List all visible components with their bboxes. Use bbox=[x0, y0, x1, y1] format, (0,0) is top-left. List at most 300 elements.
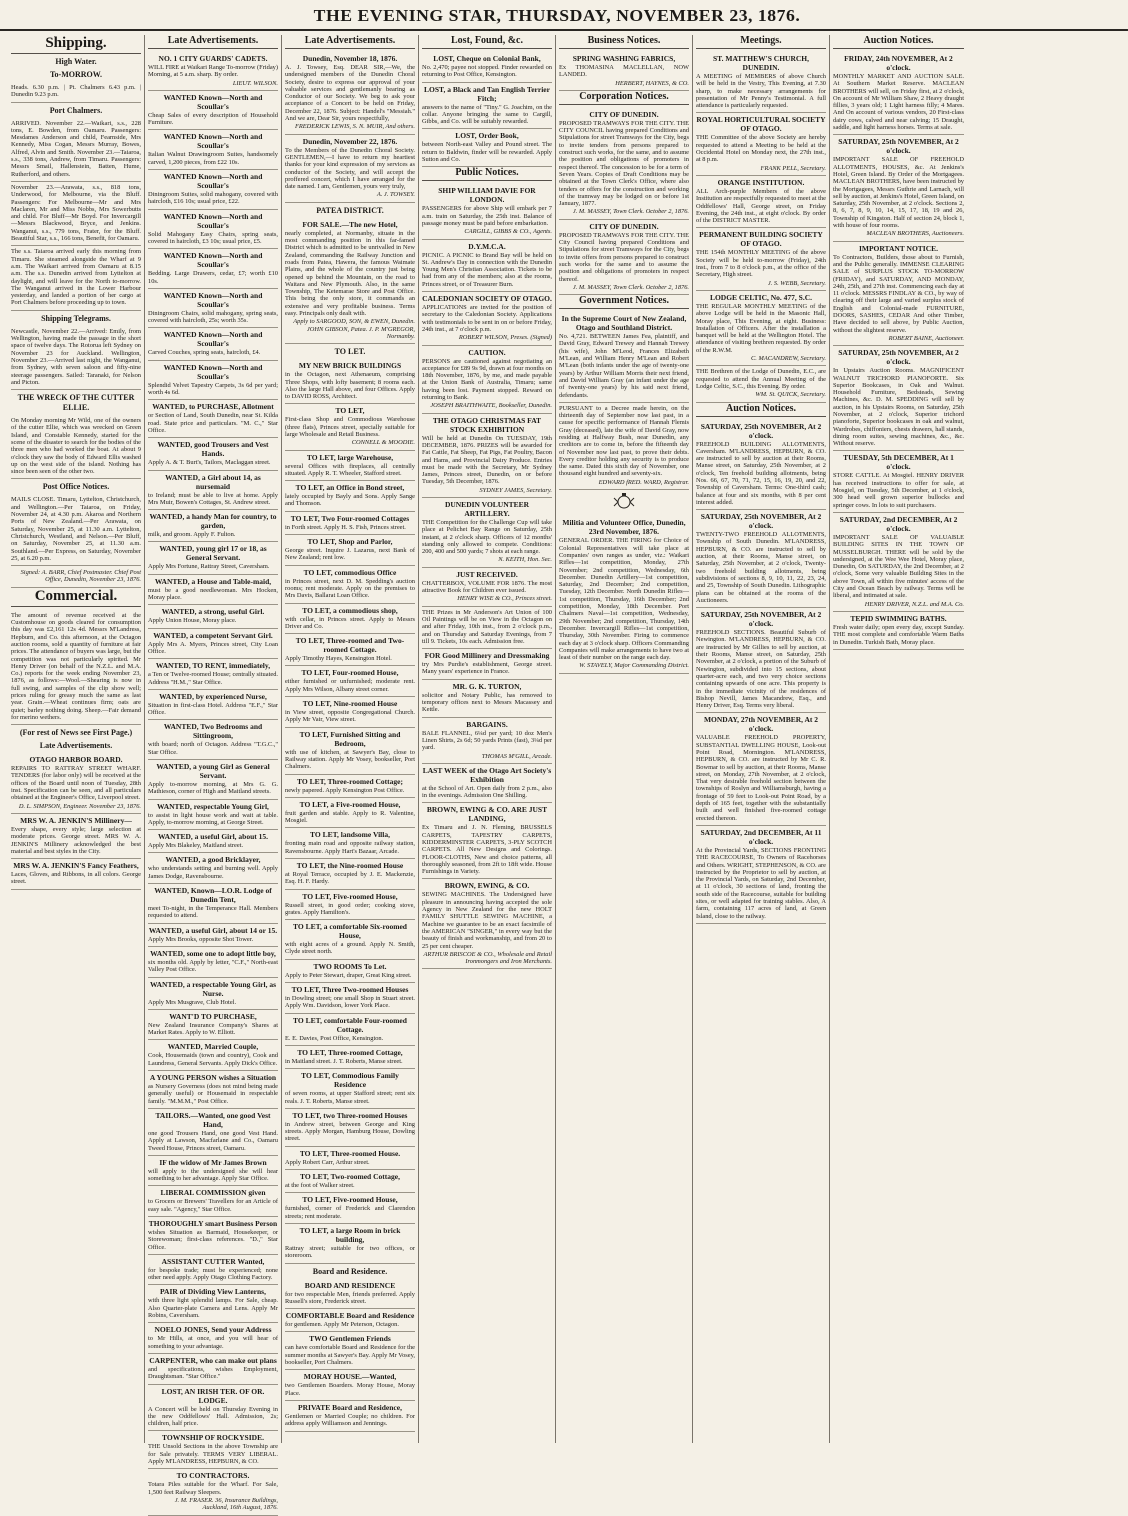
ad-body: with eight acres of a ground. Apply N. Smith, Clyde street north. bbox=[285, 941, 415, 956]
ad-body: E. E. Davies, Post Office, Kensington. bbox=[285, 1034, 384, 1042]
ad-body: with three light splendid lamps. For Sale, cheap. Also Quarter-plate Camera and Lens. Apply Mr Robins, Caversham. bbox=[148, 1297, 278, 1320]
ad-title: WANTED, a young Girl as General Servant. bbox=[156, 761, 270, 780]
advertisement bbox=[285, 697, 415, 728]
ad-body: Apply Mrs Fortune, Rattray Street, Caversham. bbox=[148, 563, 270, 571]
advertisement bbox=[559, 403, 689, 490]
advertisement bbox=[422, 879, 552, 969]
advertisement bbox=[148, 978, 278, 1010]
advertisement bbox=[148, 249, 278, 289]
ad-body: or Section of Land, South Dunedin, near St. Kilda road. State price and particulars. "M. C.," Star Office. bbox=[148, 412, 278, 434]
ad-body: of seven rooms, at upper Stafford street; rent six reals. J. T. Roberts, Manse street. bbox=[285, 1090, 415, 1105]
ad-title: WANT'D TO PURCHASE, bbox=[169, 1011, 257, 1021]
ad-title: WANTED Known—North and Scoullar's bbox=[163, 172, 263, 191]
advertisement bbox=[422, 649, 552, 680]
ad-title: THOROUGHLY smart Business Person bbox=[148, 1219, 278, 1228]
ad-body: Will be held at Dunedin On TUESDAY, 19th DECEMBER, 1876. PRIZES will be awarded for Fat Cattle, Fat Sheep, Fat Pigs, Fat Poultry, Bacon and Hams, and Provincial Dairy Produce. Entries must be made with the Secretary, Mr Sydney James, Princes street, Dunedin, on or before Tuesday, 5th December, 1876. bbox=[422, 434, 552, 486]
advertisement bbox=[11, 566, 141, 588]
advertisement bbox=[285, 481, 415, 512]
ad-body: Russell street, in good order; cooking stove, grates. Apply Hamilton's. bbox=[285, 901, 415, 916]
subheading: (For rest of News see First Page.) bbox=[19, 728, 133, 738]
ad-signature: SYDNEY JAMES, Secretary. bbox=[479, 486, 552, 494]
advertisement bbox=[148, 760, 278, 800]
ad-body: to Ireland; must be able to live at home. Apply Mrs Muir, Bowen's Cottages, St. Andrew street. bbox=[148, 491, 278, 506]
ad-signature: C. MACANDREW, Secretary. bbox=[751, 355, 826, 363]
ad-body: Apply to-morrow morning, at Mrs G. G. Mathieson, corner of High and Maitland streets. bbox=[148, 780, 278, 796]
ad-title: Militia and Volunteer Office, Dunedin, 23rd November, 1876. bbox=[562, 518, 686, 537]
ad-title: SATURDAY, 2nd DECEMBER, At 11 o'clock. bbox=[700, 827, 822, 846]
ad-body: ALL Arch-purple Members of the above Institution are respectfully requested to meet at the Oddfellows' Hall, George street, on Friday Evening, the 24th inst., at eight o'clock. By order of the DISTRICT MASTER. bbox=[696, 187, 826, 225]
ad-title: TO LET, a Five-roomed House, bbox=[299, 799, 401, 809]
ad-title: BARGAINS. bbox=[466, 719, 508, 729]
ad-body: ARRIVED. November 22.—Waikari, s.s., 228 tons, E. Bowden, from Oamaru. Passengers: Mesdames Anderson and child, Fearnside, Mrs Kennedy, Miss Cogan, Messrs Murray, Bowes, Alfred, Alvin and Smith. November 23.—Taiaroa, s.s., 338 tons, Andrew, from Timaru. Passengers: Messrs Smail, Hallenstein, Batten, Hume, Rutherford, and others. bbox=[11, 119, 141, 178]
ad-body: Italian Walnut Drawingroom Suites, handsomely carved, 1,200 pieces, from £22 10s. bbox=[148, 151, 278, 166]
ad-title: SATURDAY, 25th NOVEMBER, At 2 o'clock. bbox=[838, 348, 959, 367]
ad-body: THE Competition for the Challenge Cup will take place at Pelichet Bay Range on Saturday, 25th instant, at 2 o'clock sharp. Officers of 12 months' standing only allowed to compete. Conditions: 200, 400 and 500 yards; 7 shots at each range. bbox=[422, 518, 552, 556]
advertisement bbox=[285, 1193, 415, 1224]
advertisement bbox=[422, 129, 552, 167]
ad-title: WANTED, TO RENT, immediately, bbox=[155, 661, 271, 671]
advertisement bbox=[833, 135, 964, 241]
ad-body: PERSONS are cautioned against negotiating an acceptance for £89 9s 9d, drawn at four months on 18th November, 1876, by me, and made payable at the Union Bank of Australia, Timaru; same having been lost. Payment stopped. Reward on returning to Bank. bbox=[422, 357, 552, 402]
advertisement bbox=[285, 1224, 415, 1264]
advertisement bbox=[422, 498, 552, 568]
advertisement bbox=[285, 535, 415, 566]
ad-signature: FRANK PELL, Secretary. bbox=[760, 164, 826, 172]
ad-body: at Royal Terrace, occupied by J. E. Mackenzie, Esq. H. F. Hardy. bbox=[285, 871, 415, 886]
ad-title: LAST WEEK of the Otago Art Society's Exhibition bbox=[422, 765, 552, 784]
ad-signature: FREDERICK LEWIS, S. N. MUIR, And others. bbox=[294, 123, 415, 131]
ad-title: TO LET, Four-roomed House, bbox=[301, 668, 399, 678]
ad-body: with use of kitchen, at Sawyer's Bay, close to Railway station. Apply Mr Vosey, bookseller, Port Chalmers. bbox=[285, 748, 415, 771]
ad-signature: Signed: A. BARR, Chief Postmaster. Chief Post Office, Dunedin, November 23, 1876. bbox=[20, 569, 141, 584]
ad-title: TWO ROOMS To Let. bbox=[313, 961, 387, 971]
advertisement bbox=[148, 884, 278, 924]
advertisement bbox=[148, 471, 278, 511]
advertisement bbox=[148, 1010, 278, 1041]
ad-title: TO LET, Five-roomed House, bbox=[302, 1195, 398, 1205]
advertisement bbox=[285, 604, 415, 635]
ad-body: GENERAL ORDER. THE FIRING for Choice of Colonial Representatives will take place at Companies' own ranges as under, viz.: Waikari Rifles—1st competition, Monday, 27th November; 2nd competition, Wednesday, 6th December. Dunedin Artillery—1st competition, Saturday, 2nd December; 2nd competition, Tuesday, 12th December. North Dunedin Rifles—1st competition, Thursday, 16th December; 2nd competition, Monday, 18th December. Port Chalmers Naval—1st competition, Wednesday, 29th November; 2nd competition, Thursday, 14th December. Invercargill Rifles—1st competition, Thursday, 30th November. Firing to commence each day at 3 o'clock sharp. Officers Commanding Companies will make arrangements to have two at least of their number on the range each day. bbox=[559, 537, 689, 662]
advertisement bbox=[148, 1109, 278, 1156]
section-heading: Late Advertisements. bbox=[148, 35, 278, 49]
advertisement bbox=[285, 1109, 415, 1147]
ad-body: Every shape, every style; large selection at moderate prices. George street. MRS W. A. JENKIN'S Millinery acknowledged the best material and best styles in the City. bbox=[11, 825, 141, 855]
advertisement bbox=[422, 568, 552, 607]
ad-title: TO LET, two Three-roomed Houses bbox=[292, 1110, 408, 1120]
advertisement bbox=[285, 52, 415, 135]
ad-title: SATURDAY, 25th NOVEMBER, At 2 o'clock. bbox=[700, 421, 822, 440]
ad-body: SEWING MACHINES. The Undersigned have pleasure in announcing having accepted the sole Agency in New Zealand for the new HOLT FAMILY SHUTTLE SEWING MACHINE, a Machine we guarantee to be an exact facsimile of the AMERICAN "SINGER," in every way but the beauty of finish and workmanship, and from 20 to 25 per cent cheaper. bbox=[422, 891, 552, 950]
ad-title: WANTED, a respectable Young Girl, as Nurse. bbox=[149, 979, 277, 998]
subheading: Board and Residence. bbox=[312, 1266, 388, 1276]
advertisement bbox=[11, 246, 141, 310]
advertisement bbox=[11, 610, 141, 725]
advertisement bbox=[285, 960, 415, 983]
advertisement bbox=[148, 130, 278, 170]
advertisement bbox=[285, 1014, 415, 1046]
ad-title: D.Y.M.C.A. bbox=[468, 241, 506, 251]
ad-body: THE Unsold Sections in the above Township are for Sale privately. TERMS VERY LIBERAL. Apply M'LANDRESS, HEPBURN, & CO. bbox=[148, 1443, 278, 1466]
ad-title: IF the widow of Mr James Brown bbox=[159, 1157, 267, 1167]
ad-title: CAUTION. bbox=[468, 347, 506, 357]
ad-body: must be a good needlewoman. Mrs Hocken, Moray place. bbox=[148, 586, 278, 602]
advertisement bbox=[285, 920, 415, 960]
ad-body: for two respectable Men, friends preferred. Apply Russell's store, Frederick street. bbox=[285, 1290, 415, 1305]
ad-body: Apply to Peter Stewart, draper, Great King street. bbox=[285, 971, 412, 979]
ad-signature: A. J. TOWSEY. bbox=[376, 191, 415, 199]
ad-signature: J. M. MASSEY, Town Clerk. October 2, 1876. bbox=[572, 283, 689, 291]
advertisement bbox=[696, 113, 826, 175]
advertisement bbox=[148, 91, 278, 131]
ad-title: WANTED, a handy Man for country, to garden, bbox=[149, 512, 277, 531]
advertisement bbox=[11, 859, 141, 890]
advertisement bbox=[285, 798, 415, 829]
ad-body: PROPOSED TRAMWAYS FOR THE CITY. THE City Council having prepared Conditions and Stipulations for street Tramways for the City, begs to invite offers from persons prepared to construct such works for the same and to assume the position and obligations of promoters in respect thereof. bbox=[559, 231, 689, 283]
advertisement bbox=[11, 415, 141, 479]
ad-body: Ex Timaru and J. N. Fleming, BRUSSELS CARPETS, TAPESTRY CARPETS, KIDDERMINSTER CARPETS, 3-PLY SCOTCH CARPETS. All New Designs and Colorings. FLOOR-CLOTHS, New and choice patterns, all thoroughly seasoned, from 2ft to 18ft wide. House Furnishings in Variety. bbox=[422, 824, 552, 876]
ad-title: TO LET, Nine-roomed House bbox=[302, 699, 398, 709]
advertisement bbox=[148, 170, 278, 210]
ad-body: PURSUANT to a Decree made herein, on the thirteenth day of September now last past, in a cause for specific performance of Hannah Flemis Gray (deceased), late the wife of David Gray, now residing at Halfway Bush, near Dunedin, any creditors are to come in, before the fifteenth day of November now last past, to prove their debts. Every creditor holding any security is to produce the same. Dated this sixth day of November, one thousand eight hundred and seventy-six. bbox=[559, 404, 689, 478]
ad-title: MR. G. K. TURTON, bbox=[452, 681, 522, 691]
advertisement bbox=[148, 210, 278, 250]
ad-body: PASSENGERS for above Ship will embark per 7 a.m. train on Saturday, the 25th inst. Balance of passage money must be paid before embarkation. bbox=[422, 205, 552, 227]
ad-body: Apply Union House, Moray place. bbox=[148, 617, 237, 625]
ad-title: BROWN, EWING & CO. ARE JUST LANDING, bbox=[426, 805, 548, 824]
ad-title: IMPORTANT NOTICE. bbox=[858, 243, 939, 253]
advertisement bbox=[696, 608, 826, 713]
ad-body: Apply A. & T. Burt's, Tailors, Maclaggan street. bbox=[148, 459, 271, 467]
ad-signature: HENRY DRIVER, N.Z.L. and M.A. Co. bbox=[864, 600, 964, 608]
ad-body: wishes Situation as Barmaid, Housekeeper, or Storewoman; first-class references. "D.," Star Office. bbox=[148, 1229, 278, 1251]
ad-title: DUNEDIN VOLUNTEER ARTILLERY. bbox=[444, 499, 530, 518]
ad-signature: HENRY WISE & CO., Princes street. bbox=[457, 595, 552, 603]
ad-body: PROPOSED TRAMWAYS FOR THE CITY. THE CITY COUNCIL having prepared Conditions and Stipulations for street Tramways for the City, begs to invite tenders from persons prepared to construct such works, for the same, and to assume the position and obligations of promoters in respect thereof. The concession to be for a term of Seven Years. Copies of Draft Conditions may be obtained at the Town Clerk's Office, where also tenders or offers for the construction and working of the tramway may be lodged on or before 1st January, 1877. bbox=[559, 119, 689, 208]
advertisement bbox=[285, 1147, 415, 1170]
ad-title: WANTED, a Girl about 14, as nursemaid bbox=[165, 472, 261, 491]
advertisement bbox=[148, 720, 278, 760]
ad-signature: ROBERT WILSON, Preses. (Signed) bbox=[458, 334, 552, 342]
ad-body: BALE FLANNEL, 6¼d per yard; 10 doz Men's Linen Shirts, 2s 6d; 50 yards Prints (fast), 3¼d per yard. bbox=[422, 729, 552, 752]
section-heading: Lost, Found, &c. bbox=[422, 35, 552, 49]
ad-body: To Contractors, Builders, those about to Furnish, and the Public generally. IMMENSE CLEARING SALE of SURPLUS STOCK TO-MORROW (FRIDAY), and SATURDAY, AND MONDAY, 24th, 25th, and 27th inst. Commencing each day at 11 o'clock. MESSRS FINDLAY & CO., by way of clearing off their large and varied surplus stock of English and Colonial-made FURNITURE, DOORS, SASHES, CEDAR And other Timber, Have decided to sell above, by Public Auction, without the slightest reserve. bbox=[833, 253, 964, 334]
advertisement bbox=[422, 292, 552, 345]
ad-title: ASSISTANT CUTTER Wanted, bbox=[161, 1256, 265, 1266]
masthead: THE EVENING STAR, THURSDAY, NOVEMBER 23, 1876. bbox=[0, 6, 1128, 31]
advertisement bbox=[11, 118, 141, 182]
advertisement bbox=[148, 924, 278, 947]
ad-signature: JOSEPH BRAITHWAITE, Bookseller, Dunedin. bbox=[430, 402, 552, 410]
subheading: Port Chalmers. bbox=[49, 105, 103, 115]
column-5 bbox=[556, 35, 693, 1443]
ad-title: WANTED, respectable Young Girl, bbox=[157, 801, 269, 811]
subheading: Shipping Telegrams. bbox=[41, 313, 111, 323]
ad-title: TO LET, Shop and Parlor, bbox=[307, 537, 393, 547]
ad-body: Cheap Sales of every description of Household Furniture. bbox=[148, 111, 278, 127]
advertisement bbox=[148, 328, 278, 360]
ad-body: and specifications, wishes Employment, Draughtsman. "Star Office." bbox=[148, 1365, 278, 1381]
ad-title: BROWN, EWING, & CO. bbox=[444, 881, 530, 891]
ad-title: SHIP WILLIAM DAVIE FOR LONDON. bbox=[438, 186, 536, 205]
advertisement bbox=[148, 1040, 278, 1071]
advertisement bbox=[285, 890, 415, 921]
section-heading: Commercial. bbox=[11, 588, 141, 607]
ad-signature: LIEUT. WILSON. bbox=[232, 79, 278, 87]
ad-body: IMPORTANT SALE OF FREEHOLD ALLOTMENTS, HOUSES, &c. At Jenkins's Hotel, Green Island. By Order of the Mortgagees. MACLEAN BROTHERS, have been instructed by the Mortgagees, Messrs Guthrie and Larnach, will sell by auction, at Jenkins's Hotel, Green Island, on Saturday, 25th November, at 2 o'clock. Sections 2, 8, 6, 7, 8, 9, 10, 14, 15, 17, 18, 19 and 26, Township of Kingston. Half of section 24, block 1, with house of four rooms. bbox=[833, 156, 964, 230]
ad-body: A MEETING of MEMBERS of above Church will be held in the Vestry, This Evening, at 7.30 sharp, to make necessary arrangements for presentation of Mr Penny's Testimonial. A full attendance is particularly requested. bbox=[696, 73, 826, 110]
ad-body: Rattray street; suitable for two offices, or storeroom. bbox=[285, 1244, 415, 1260]
advertisement bbox=[148, 575, 278, 606]
ad-signature: Apply to SARGOOD, SON, & EWEN, Dunedin. JOHN GIBSON, Patea. J. P. M'GREGOR, Normanby. bbox=[293, 318, 415, 340]
advertisement bbox=[11, 753, 141, 814]
ad-title: LIBERAL COMMISSION given bbox=[160, 1188, 266, 1198]
ad-title: CITY OF DUNEDIN. bbox=[589, 109, 659, 119]
ad-body: Solid Mahogany Easy Chairs, spring seats, covered in haircloth, £3 10s; usual price, £5. bbox=[148, 230, 278, 245]
ad-body: Bedding. Large Drawers, cedar, £7; worth £10 10s. bbox=[148, 270, 278, 285]
ad-body: in the Octagon, next Athenaeum, comprising Three Shops, with lofty basement; 8 rooms each. Also the large Hall above, and four Offices. Apply to DAVID ROSS, Architect. bbox=[285, 371, 415, 401]
ad-body: Ex THOMASINA MACLELLAN, NOW LANDED. bbox=[559, 64, 689, 79]
ad-body: November 23.—Arawata, s.s., 818 tons, Underwood, for Melbourne, via the Bluff. Passengers: For Melbourne—Mr and Mrs Maclaren, Mr and Miss Nobbs, Mrs Sowerbutts and child. For Bluff—Mr Boyd. For Invercargill—Messrs Blackwood, Bryce, and Jenkins. Wanganui, s.s., 779 tons, Frater, for the Bluff. Beautiful Star, s.s., 166 tons, Benefit, for Oamaru. bbox=[11, 183, 141, 243]
advertisement bbox=[696, 228, 826, 290]
ad-body: fronting main road and opposite railway station, Ravensbourne. Apply Hart's Bazaar, Arcade. bbox=[285, 840, 415, 855]
advertisement bbox=[285, 1370, 415, 1401]
ad-body: Heads. 6.30 p.m. | Pt. Chalmers 6.43 p.m. | Dunedin 9.23 p.m. bbox=[11, 84, 141, 99]
ad-title: ORANGE INSTITUTION. bbox=[717, 177, 805, 187]
ad-body: lately occupied by Bayly and Sons. Apply Sange and Thomson. bbox=[285, 493, 415, 508]
advertisement bbox=[148, 1285, 278, 1323]
advertisement bbox=[148, 800, 278, 831]
ad-body: THE 154th MONTHLY MEETING of the above Society will be held to-morrow (Friday), 24th inst., from 7 to 8 o'clock p.m., at the office of the Secretary, High street. bbox=[696, 249, 826, 279]
ad-title: TO LET, an Office in Bond street, bbox=[295, 483, 405, 493]
subheading: PATEA DISTRICT. bbox=[316, 205, 384, 215]
ad-body: REPAIRS TO RATTRAY STREET WHARF. TENDERS (for labor only) will be received at the offices of the Board until noon of Tuesday, 28th inst. Specification can be seen, and all particulars obtained at the Engineer's Office, Liverpool street. bbox=[11, 765, 141, 802]
ad-title: NO. 1 CITY GUARDS' CADETS. bbox=[158, 54, 268, 63]
advertisement bbox=[559, 108, 689, 220]
ad-title: SATURDAY, 25th NOVEMBER, At 2 o'clock. bbox=[838, 137, 959, 156]
ad-body: for bespoke trade; must be experienced; none other need apply. Apply Otago Clothing Factory. bbox=[148, 1266, 278, 1282]
advertisement bbox=[148, 361, 278, 401]
advertisement bbox=[285, 859, 415, 890]
ad-body: can have comfortable Board and Residence for the summer months at Sawyer's Bay. Apply Mr Vosey, bookseller, Port Chalmers. bbox=[285, 1344, 415, 1367]
ad-title: TO LET, a commodious shop, bbox=[302, 605, 398, 615]
advertisement bbox=[148, 1255, 278, 1286]
section-heading: Auction Notices. bbox=[833, 35, 964, 49]
ad-body: Apply Mrs Blakeley, Maitland street. bbox=[148, 842, 244, 850]
advertisement bbox=[148, 1186, 278, 1217]
advertisement bbox=[422, 83, 552, 130]
ad-title: WANTED, a good Bricklayer, bbox=[165, 855, 261, 865]
ad-title: TOWNSHIP OF ROCKYSIDE. bbox=[162, 1433, 264, 1443]
ad-title: MONDAY, 27th NOVEMBER, At 2 o'clock. bbox=[703, 715, 819, 734]
ad-title: TWO Gentlemen Friends bbox=[309, 1334, 391, 1344]
ad-title: THE OTAGO CHRISTMAS FAT STOCK EXHIBITION bbox=[432, 415, 542, 434]
ad-body: several Offices with fireplaces, all centrally situated. Apply R. T. Wheeler, Stafford street. bbox=[285, 462, 415, 477]
ad-title: ST. MATTHEW'S CHURCH, DUNEDIN. bbox=[713, 54, 809, 72]
ad-title: TO LET, Five-roomed House, bbox=[302, 891, 398, 901]
advertisement bbox=[148, 438, 278, 470]
ad-title: TO LET, commodious Office bbox=[303, 567, 397, 577]
ad-body: Apply Timothy Hayes, Kensington Hotel. bbox=[285, 655, 392, 663]
advertisement bbox=[148, 1323, 278, 1354]
advertisement bbox=[422, 184, 552, 239]
advertisement bbox=[559, 312, 689, 403]
ad-title: WANTED Known—North and Scoullar's bbox=[163, 211, 263, 230]
advertisement bbox=[422, 346, 552, 414]
ad-title: LOST, a Black and Tan English Terrier Fitch; bbox=[424, 84, 550, 103]
ad-body: in Dowling street; one small Shop in Stuart street. Apply Wm. Davidson, lower York Place. bbox=[285, 995, 415, 1010]
column-4 bbox=[419, 35, 556, 1443]
advertisement bbox=[148, 629, 278, 660]
ad-signature: J. M. FRASER. 36, Insurance Buildings, Auckland, 16th August, 1876. bbox=[174, 1496, 278, 1512]
ad-title: WANTED Known—North and Scoullar's bbox=[163, 132, 263, 151]
ad-title: TUESDAY, 5th DECEMBER, At 1 o'clock. bbox=[843, 453, 954, 472]
ad-body: with cellar, in Princes street. Apply to Messrs Driver and Co. bbox=[285, 615, 415, 630]
ad-body: WILL FIRE at Waikari Range To-morrow (Friday) Morning, at 5 a.m. sharp. By order. bbox=[148, 64, 278, 79]
ad-signature: CONNELL & MOODIE. bbox=[351, 439, 415, 447]
ad-title: PERMANENT BUILDING SOCIETY OF OTAGO. bbox=[699, 230, 823, 249]
column-1 bbox=[8, 35, 145, 1443]
ad-title: OTAGO HARBOR BOARD. bbox=[29, 755, 123, 765]
ad-title: JUST RECEIVED. bbox=[456, 569, 518, 579]
advertisement bbox=[285, 775, 415, 798]
ad-body: In Upstairs Auction Rooms. MAGNIFICENT WALNUT TRICHORD PIANOFORTE. Six Superior Bookcases, in Oak and Walnut. Household Furniture, Bedsteads, Sewing Machines, &c. D. M. SPEDDING will sell by auction, in his Upstairs Rooms, on Saturday, 25th November, at 2 o'clock, Superior trichord pianoforte, Superior bookcases in oak and walnut, Wardrobes, chiffoniers, chests drawers, hall stands, dining room suites, sewing machines, &c., &c. Without reserve. bbox=[833, 367, 964, 448]
ad-title: Dunedin, November 18, 1876. bbox=[302, 54, 398, 63]
ad-body: to Grocers or Brewers' Travellers for an Article of easy sale. "Agency," Star Office. bbox=[148, 1198, 278, 1213]
ad-body: MAILS CLOSE. Timaru, Lyttelton, Christchurch, and Wellington.—Per Taiaroa, on Friday, November 24, at 4.30 p.m. Akaroa and Northern Ports of New Zealand.—Per Arawata, on Saturday, November 25, at 11.30 a.m. Lyttelton, Christchurch, Westland, and Nelson.—Per Bluff, on Saturday, November 25, at 11.30 a.m. Southland.—Per Express, on Saturday, November 25, at 6.20 p.m. bbox=[11, 496, 141, 562]
ad-title: WANTED, a competent Servant Girl. bbox=[153, 630, 273, 640]
ad-body: The amount of revenue received at the Customhouse on goods cleared for consumption this day was £2,161 12s 4d. Messrs M'Landress, Hepburn, and Co. this afternoon, at the Octagon auction rooms, sold a quantity of furniture at fair prices. The attendance of buyers was large, but the competition was not particularly spirited. Mr Henry Driver (on behalf of the N.Z.L. and M.A. Co.) reports for the week ending November 23, 1876, as follows:—Wool.—Shearing is now in full swing, and samples of the clip show well; prices ruling for greasy much the same as last year. Grain.—Wheat continues firm; oats are quiet; barley nothing doing. Sheep.—Fair demand for merino wethers. bbox=[11, 611, 141, 721]
ad-title: FOR Good Millinery and Dressmaking bbox=[424, 651, 550, 661]
ad-body: Apply Mrs Musgrave, Club Hotel. bbox=[148, 998, 237, 1006]
ad-title: WANTED Known—North and Scoullar's bbox=[163, 362, 263, 381]
subheading: THE WRECK OF THE CUTTER ELLIE. bbox=[17, 393, 135, 413]
advertisement bbox=[422, 52, 552, 83]
section-heading: Late Advertisements. bbox=[285, 35, 415, 49]
ad-body: Newcastle, November 22.—Arrived: Emily, from Wellington, having made the passage in the short space of twelve days. The Rotorua left Sydney on November 23 for Auckland. Wellington, November 23.—Arrived last night, the Wanganui, from Sydney, with seven saloon and fifty-nine steerage passengers. Sailed: Taranaki, for Nelson and Picton. bbox=[11, 327, 141, 386]
ad-body: Carved Couches, spring seats, haircloth, £4. bbox=[148, 349, 261, 357]
ad-title: SATURDAY, 25th NOVEMBER, At 2 o'clock. bbox=[700, 512, 822, 531]
ad-body: THE Brethren of the Lodge of Dunedin, E.C., are requested to attend the Annual Meeting of the Lodge Celtic, S.C., this Evening. By order. bbox=[696, 368, 826, 390]
ad-body: Cook, Housemaids (town and country), Cook and Laundress, General Servants. Apply Dick's Office. bbox=[148, 1052, 278, 1067]
advertisement bbox=[285, 728, 415, 775]
ad-body: The s.s. Taiaroa arrived early this morning from Timaru. She steamed alongside the Wharf at 9 a.m. The Waikari arrived from Oamaru at 8.15 a.m. The s.s. Dunedin arrived from Lyttelton at daylight, and will leave for the North to-morrow. The Wanganui arrived in the Lower Harbour yesterday, and landed a portion of her cargo at Port Chalmers before proceeding up to town. bbox=[11, 248, 141, 307]
ad-body: New Zealand Insurance Company's Shares at Market Rates. Apply to W. Elliott. bbox=[148, 1021, 278, 1037]
ad-title: PRIVATE Board and Residence, bbox=[298, 1402, 402, 1412]
ad-body: Splendid Velvet Tapestry Carpets, 3s 6d per yard; worth 4s 6d. bbox=[148, 381, 278, 397]
ad-title: CITY OF DUNEDIN. bbox=[589, 221, 659, 231]
advertisement bbox=[696, 510, 826, 608]
ad-body: CHATTERBOX, VOLUME FOR 1876. The most attractive Book for Children ever issued. bbox=[422, 579, 552, 595]
ad-title: WANTED, Married Couple, bbox=[167, 1042, 259, 1052]
ad-title: TO LET, a large Room in brick building, bbox=[299, 1225, 401, 1244]
ad-title: WANTED Known—North and Scoullar's bbox=[163, 330, 263, 349]
ad-title: LODGE CELTIC, No. 477, S.C. bbox=[709, 292, 813, 302]
ad-title: TO LET, Three-roomed and Two-roomed Cottage. bbox=[295, 636, 405, 655]
ad-body: No. 4,721. BETWEEN James Fea, plaintiff, and David Gray, Edward Trewey and Hannah Trewey (his wife), John M'Leod, Frances Elizabeth M'Lean, and William Henry M'Lean and Robert M'Lean (both infants under the age of twenty-one years) by Arthur William Morris their next friend, and David William Gray (an infant under the age of twenty-one years) by his said next friend, defendants. bbox=[559, 333, 689, 399]
advertisement bbox=[285, 1309, 415, 1332]
ad-body: Totara Piles suitable for the Wharf. For Sale, 1,500 feet Railway Sleepers. bbox=[148, 1481, 278, 1496]
subheading: Late Advertisements. bbox=[39, 741, 113, 751]
ad-title: Dunedin, November 22, 1876. bbox=[302, 136, 398, 146]
ad-title: In the Supreme Court of New Zealand, Otago and Southland District. bbox=[561, 314, 687, 333]
advertisement bbox=[285, 1279, 415, 1310]
ad-body: will apply to the undersigned she will hear something to her advantage. Apply Star Office. bbox=[148, 1167, 278, 1183]
advertisement bbox=[148, 830, 278, 853]
advertisement bbox=[696, 420, 826, 511]
advertisement bbox=[285, 451, 415, 482]
ad-title: TO LET, Three-roomed House. bbox=[299, 1148, 401, 1158]
ad-title: TAILORS.—Wanted, one good Vest Hand, bbox=[155, 1110, 271, 1129]
advertisement bbox=[148, 1431, 278, 1469]
advertisement bbox=[285, 404, 415, 450]
ad-body: solicitor and Notary Public, has removed to temporary offices next to Messrs Macassey and Kettle. bbox=[422, 691, 552, 714]
ad-body: PICNIC. A PICNIC to Brand Bay will be held on St. Andrew's Day in connection with the Dunedin Young Men's Christian Association. Tickets to be had from any of the members; also at the rooms, Princes street, or of Treasurer Burn. bbox=[422, 251, 552, 288]
section-heading: Auction Notices. bbox=[696, 403, 826, 417]
ad-body: Situation in first-class Hotel. Address "E.F.," Star Office. bbox=[148, 701, 278, 717]
ad-title: MY NEW BRICK BUILDINGS bbox=[298, 361, 402, 371]
section-heading: Meetings. bbox=[696, 35, 826, 49]
advertisement bbox=[422, 718, 552, 764]
advertisement bbox=[559, 52, 689, 91]
ad-body: Gentlemen or Married Couple; no children. For address apply Williamson and Jennings. bbox=[285, 1412, 415, 1428]
ad-body: answers to the name of "Tiny." G. Joachim, on the collar. Anyone bringing the same to Cargill, Gibbs, and Co. will be suitably rewarded. bbox=[422, 103, 552, 126]
ad-title: WANTED, to PURCHASE, Allotment bbox=[152, 402, 274, 412]
ad-body: MONTHLY MARKET AND AUCTION SALE. At Southern Market Reserve. MACLEAN BROTHERS will sell, on Friday first, at 2 o'clock, On account of Mr William Shaw, 2 Heavy draught fillies, 3 years old; 1 Light harness filly; 4 Mares. And On account of various vendors, 20 First-class dairy cows, calved and near calving; 15 Draught, saddle, and light harness horses. Terms at sale. bbox=[833, 73, 964, 132]
ad-body: Apply Robert Carr, Arthur street. bbox=[285, 1158, 370, 1166]
ad-body: fruit garden and stable. Apply to R. Valentine, Mosgiel. bbox=[285, 809, 415, 825]
advertisement bbox=[422, 240, 552, 292]
advertisement bbox=[11, 82, 141, 103]
advertisement bbox=[148, 510, 278, 542]
ad-title: WANTED Known—North and Scoullar's bbox=[163, 290, 263, 309]
ad-title: LOST, AN IRISH TER. OF OR. LODGE. bbox=[161, 1386, 265, 1405]
ad-body: for gentlemen. Apply Mr Peterson, Octagon. bbox=[285, 1321, 399, 1329]
ad-body: who understands setting and burning well. Apply James Dodge, Ravensbourne. bbox=[148, 865, 278, 880]
ad-body: On Monday morning Mr Wild, one of the owners of the cutter Ellie, which was wrecked on Green Island, and Constable Kennedy, started for the scene of the disaster to search for the bodies of the three men who had worked the boat. At about 9 o'clock they saw the body of Edward Ellis washed up on the west side of the island. Nothing has since been seen of the other two. bbox=[11, 417, 141, 476]
advertisement bbox=[422, 414, 552, 498]
advertisement bbox=[285, 512, 415, 535]
advertisement bbox=[833, 52, 964, 135]
ad-body: with board; north of Octagon. Address "T.G.C.," Star Office. bbox=[148, 741, 278, 756]
ad-title: FRIDAY, 24th NOVEMBER, At 2 o'clock. bbox=[844, 54, 953, 72]
ad-signature: WM. St. QUICK, Secretary. bbox=[755, 391, 826, 399]
ad-title: WANTED, by experienced Nurse, bbox=[159, 691, 267, 701]
advertisement bbox=[285, 135, 415, 203]
ad-body: meet To-night, in the Temperance Hall. Members requested to attend. bbox=[148, 905, 278, 920]
ad-title: TO LET, bbox=[335, 406, 365, 416]
ad-body: FREEHOLD BUILDING ALLOTMENTS, Caversham. M'LANDRESS, HEPBURN, & CO. are instructed to sell by auction at their Rooms, Manse street, on Saturday, 25th November, at 2 o'clock, Ten freehold building allotments, being Nos. 66, 67, 70, 71, 72, 15, 16, 19, 20, and 22, Township of Caversham. Terms: One-third cash; balance at four and six months, with 8 per cent interest added. bbox=[696, 440, 826, 506]
advertisement bbox=[148, 52, 278, 91]
advertisement bbox=[285, 828, 415, 859]
advertisement bbox=[833, 612, 964, 650]
ad-body: IMPORTANT SALE OF VALUABLE BUILDING SITES IN THE TOWN OF MUSSELBURGH. THERE will be sold by the undersigned, at the Wee Wee Hotel, Moray place, Dunedin, On SATURDAY, the 2nd December, at 2 o'clock, Some very valuable Building Sites in the above Town, all within five minutes' access of the City and Ocean Beach by railway. Terms will be liberal, and intimated at sale. bbox=[833, 533, 964, 600]
ad-signature: EDWARD fRED. WARD, Registrar. bbox=[598, 478, 689, 486]
ad-title: ROYAL HORTICULTURAL SOCIETY OF OTAGO. bbox=[696, 115, 826, 134]
ad-title: LOST, Order Book, bbox=[455, 131, 519, 141]
ad-signature: D. L. SIMPSON, Engineer. November 23, 1876. bbox=[18, 802, 141, 810]
ad-title: TO LET, landsome Villa, bbox=[310, 830, 390, 840]
advertisement bbox=[285, 566, 415, 604]
ad-title: FOR SALE.—The new Hotel, bbox=[302, 219, 398, 229]
advertisement bbox=[11, 494, 141, 566]
ad-title: WANTED Known—North and Scoullar's bbox=[163, 92, 263, 111]
ad-title: SPRING WASHING FABRICS, bbox=[572, 54, 676, 63]
ad-body: a Ten or Twelve-roomed House; centrally situated. Address "H.M.," Star Office. bbox=[148, 671, 278, 686]
ad-body: one good Trousers Hand, one good Vest Hand. Apply at Lawson, Macfarlane and Co., Oamaru Tweed House, Princes street, Oamaru. bbox=[148, 1129, 278, 1152]
ad-signature: MACLEAN BROTHERS, Auctioneers. bbox=[866, 230, 964, 238]
advertisement bbox=[148, 1469, 278, 1515]
advertisement bbox=[285, 1046, 415, 1069]
